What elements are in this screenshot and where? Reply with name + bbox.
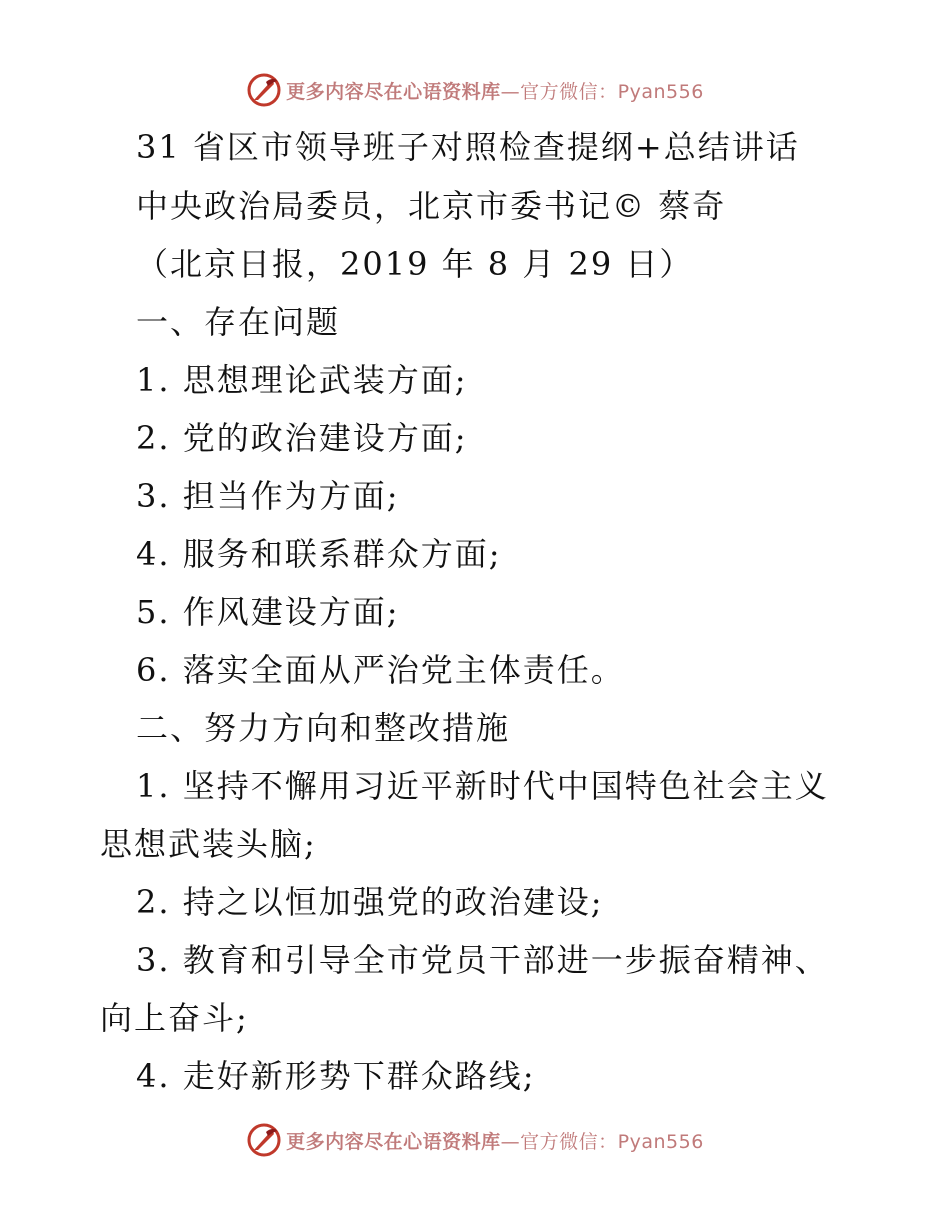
list-item: 3. 担当作为方面; — [136, 477, 400, 515]
document-title: 31 省区市领导班子对照检查提纲+总结讲话 — [136, 128, 800, 166]
list-item: 1. 思想理论武装方面; — [136, 361, 468, 399]
section-heading: 二、努力方向和整改措施 — [136, 709, 511, 747]
banner-text: 更多内容尽在心语资料库—官方微信：Pyan556 — [286, 80, 704, 103]
list-item: 4. 走好新形势下群众路线; — [136, 1057, 536, 1095]
footer-banner — [0, 1120, 950, 1160]
list-item-continuation: 思想武装头脑; — [100, 825, 317, 863]
source-line: （北京日报，2019 年 8 月 29 日） — [136, 245, 694, 283]
quill-logo-icon — [246, 1122, 282, 1158]
list-item: 2. 持之以恒加强党的政治建设; — [136, 883, 604, 921]
list-item: 3. 教育和引导全市党员干部进一步振奋精神、 — [136, 941, 829, 979]
author-line: 中央政治局委员，北京市委书记© 蔡奇 — [136, 187, 727, 225]
list-item: 4. 服务和联系群众方面; — [136, 535, 502, 573]
list-item-continuation: 向上奋斗; — [100, 999, 249, 1037]
header-banner — [0, 70, 950, 110]
list-item: 5. 作风建设方面; — [136, 593, 400, 631]
banner-text: 更多内容尽在心语资料库—官方微信：Pyan556 — [286, 1130, 704, 1153]
section-heading: 一、存在问题 — [136, 303, 341, 341]
list-item: 1. 坚持不懈用习近平新时代中国特色社会主义 — [136, 767, 829, 805]
quill-logo-icon — [246, 72, 282, 108]
list-item: 6. 落实全面从严治党主体责任。 — [136, 651, 625, 689]
list-item: 2. 党的政治建设方面; — [136, 419, 468, 457]
